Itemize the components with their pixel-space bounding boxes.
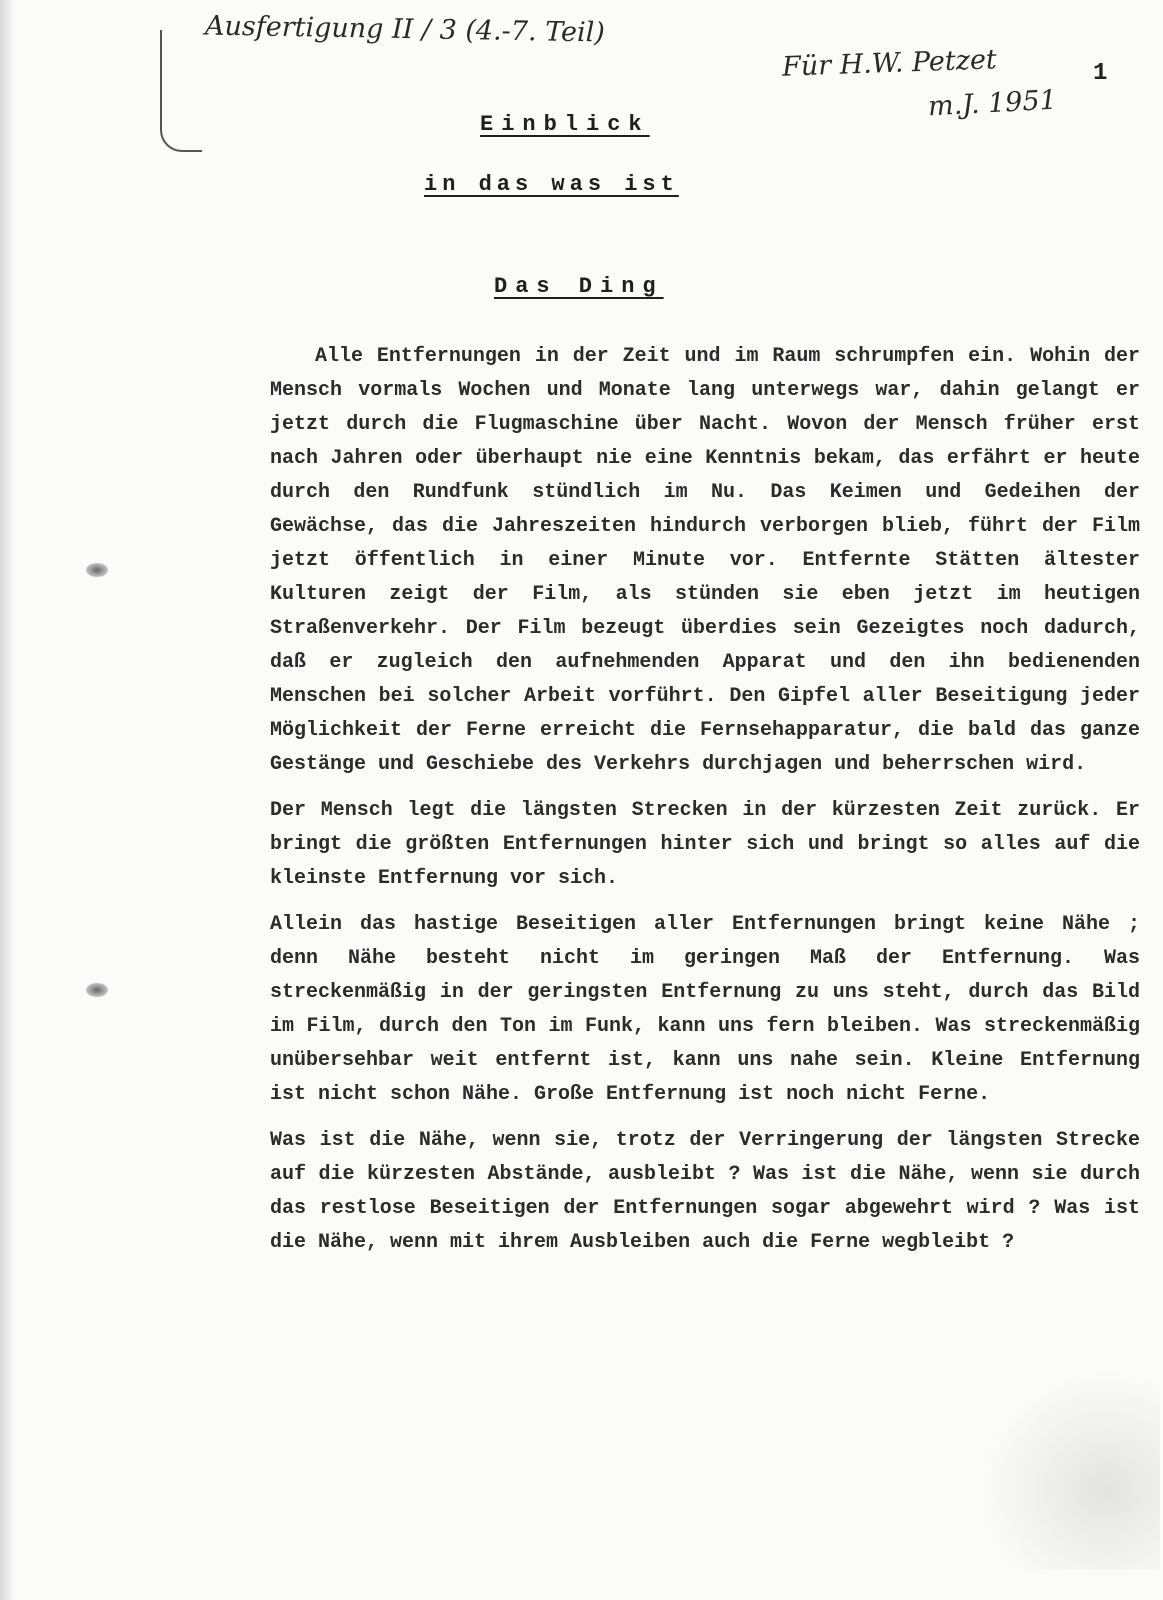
handwritten-recipient-note: Für H.W. Petzet <box>781 44 998 83</box>
margin-bracket-mark <box>160 30 202 152</box>
toner-smudge <box>980 1370 1160 1570</box>
paragraph-4: Was ist die Nähe, wenn sie, trotz der Verringerung der längsten Strecke auf die kürzesten Abstände, ausbleibt ? Was ist die Nähe, wenn sie durch das restlose Beseitigen der Entfernungen sogar abgewehrt wird ? Was ist die Nähe, wenn mit ihrem Ausbleiben auch die Ferne wegbleibt ? <box>270 1129 1140 1254</box>
title-line-1: Einblick <box>480 112 650 137</box>
punch-hole-lower <box>86 983 108 997</box>
punch-hole-upper <box>86 563 108 577</box>
paragraph-3: Allein das hastige Beseitigen aller Entfernungen bringt keine Nähe ; denn Nähe besteht nicht im geringen Maß der Entfernung. Was streckenmäßig in der geringsten Entfernung zu uns steht, durch das Bild im Film, durch den Ton im Funk, kann uns fern bleiben. Was streckenmäßig unübersehbar weit entfernt ist, kann uns nahe sein. Kleine Entfernung ist nicht schon Nähe. Große Entfernung ist noch nicht Ferne. <box>270 913 1140 1106</box>
handwritten-copy-note: Ausfertigung II / 3 (4.-7. Teil) <box>204 10 606 49</box>
section-title: Das Ding <box>494 274 664 299</box>
page-edge-shadow <box>0 0 12 1600</box>
page-number: 1 <box>1093 60 1108 87</box>
title-line-2: in das was ist <box>424 172 679 197</box>
paragraph-2: Der Mensch legt die längsten Strecken in der kürzesten Zeit zurück. Er bringt die größten Entfernungen hinter sich und bringt so alles auf die kleinste Entfernung vor sich. <box>270 799 1140 890</box>
handwritten-date-note: m.J. 1951 <box>927 84 1058 123</box>
body-text <box>270 340 1140 1272</box>
paragraph-1: Alle Entfernungen in der Zeit und im Raum schrumpfen ein. Wohin der Mensch vormals Wochen und Monate lang unterwegs war, dahin gelangt er jetzt durch die Flugmaschine über Nacht. Wovon der Mensch früher erst nach Jahren oder überhaupt nie eine Kenntnis bekam, das erfährt er heute durch den Rundfunk stündlich im Nu. Das Keimen und Gedeihen der Gewächse, das die Jahreszeiten hindurch verborgen blieb, führt der Film jetzt öffentlich in einer Minute vor. Entfernte Stätten ältester Kulturen zeigt der Film, als stünden sie eben jetzt im heutigen Straßenverkehr. Der Film bezeugt überdies sein Gezeigtes noch dadurch, daß er zugleich den aufnehmenden Apparat und den ihn bedienenden Menschen bei solcher Arbeit vorführt. Den Gipfel aller Beseitigung jeder Möglichkeit der Ferne erreicht die Fernsehapparatur, die bald das ganze Gestänge und Geschiebe des Verkehrs durchjagen und beherrschen wird. <box>270 345 1140 776</box>
